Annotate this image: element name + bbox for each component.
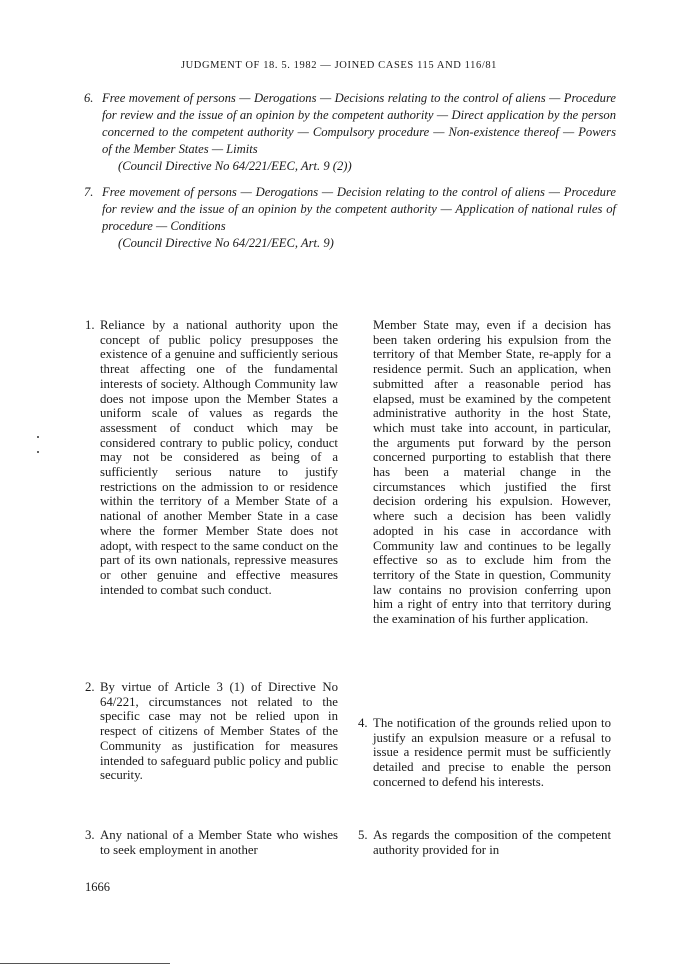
paragraph-text: Reliance by a national authority upon the concept of public policy presupposes the existence of a genuine and sufficiently serious threat affecting one of the fundamental interests of society. Although Community law does not impose upon the Member States a uniform scale of values as regards the assessment of conduct which may be considered contrary to public policy, conduct may not be considered as being of a sufficiently serious nature to justify restrictions on the admission to or residence within the territory of a Member State of a national of another Member State in a case where the former Member State does not adopt, with respect to the same conduct on the part of its own nationals, repressive measures or other genuine and effective measures intended to combat such conduct. <box>100 318 338 597</box>
summary-text: Free movement of persons — Derogations — Decisions relating to the control of aliens — Procedure for review and the issue of an opinion by the competent authority — Direct application by the person concerned to the competent authority — Compulsory procedure — Non-existence thereof — Powers of the Member States — Limits <box>102 91 616 156</box>
summary-number: 7. <box>84 185 94 199</box>
summary-reference: (Council Directive No 64/221/EEC, Art. 9 (2)) <box>118 159 352 173</box>
page-number: 1666 <box>85 880 110 894</box>
paragraph-3-continued <box>373 318 611 627</box>
paragraph-4 <box>358 716 611 790</box>
summary-number: 6. <box>84 91 94 105</box>
paragraph-number: 2. <box>85 680 95 694</box>
paragraph-text: As regards the composition of the competent authority provided for in <box>373 828 611 857</box>
margin-mark <box>37 451 39 453</box>
paragraph-5 <box>358 828 611 857</box>
paragraph-text: Member State may, even if a decision has been taken ordering his expulsion from the territory of that Member State, re-apply for a residence permit. Such an application, when submitted after a reasonable period has elapsed, must be examined by the competent administrative authority in the host State, which must take into account, in particular, the arguments put forward by the person concerned purporting to establish that there has been a material change in the circumstances which justified the first decision ordering his expulsion. However, where such a decision has been validly adopted in his case in accordance with Community law and continues to be legally effective so as to exclude him from the territory of the State in question, Community law contains no provision conferring upon him a right of entry into that territory during the examination of his further application. <box>373 318 611 627</box>
running-header: JUDGMENT OF 18. 5. 1982 — JOINED CASES 115 AND 116/81 <box>180 60 498 71</box>
footer-divider <box>0 963 170 964</box>
paragraph-number: 3. <box>85 828 95 842</box>
paragraph-1 <box>85 318 338 597</box>
paragraph-text: The notification of the grounds relied upon to justify an expulsion measure or a refusal to issue a residence permit must be sufficiently detailed and precise to enable the person concerned to defend his interests. <box>373 716 611 789</box>
paragraph-number: 4. <box>358 716 368 730</box>
margin-mark <box>37 436 39 438</box>
paragraph-text: By virtue of Article 3 (1) of Directive No 64/221, circumstances not related to the specific case may not be relied upon in respect of citizens of Member States of the Community as justification for measures intended to safeguard public policy and public security. <box>100 680 338 783</box>
paragraph-2 <box>85 680 338 783</box>
summary-item-7 <box>86 184 616 252</box>
summary-reference: (Council Directive No 64/221/EEC, Art. 9) <box>118 236 334 250</box>
paragraph-number: 1. <box>85 318 95 332</box>
summary-item-6 <box>86 90 616 175</box>
paragraph-3 <box>85 828 338 857</box>
paragraph-text: Any national of a Member State who wishes to seek employment in another <box>100 828 338 857</box>
summary-text: Free movement of persons — Derogations — Decision relating to the control of aliens — Procedure for review and the issue of an opinion by the competent authority — Application of national rules of procedure — Conditions <box>102 185 616 233</box>
paragraph-number: 5. <box>358 828 368 842</box>
